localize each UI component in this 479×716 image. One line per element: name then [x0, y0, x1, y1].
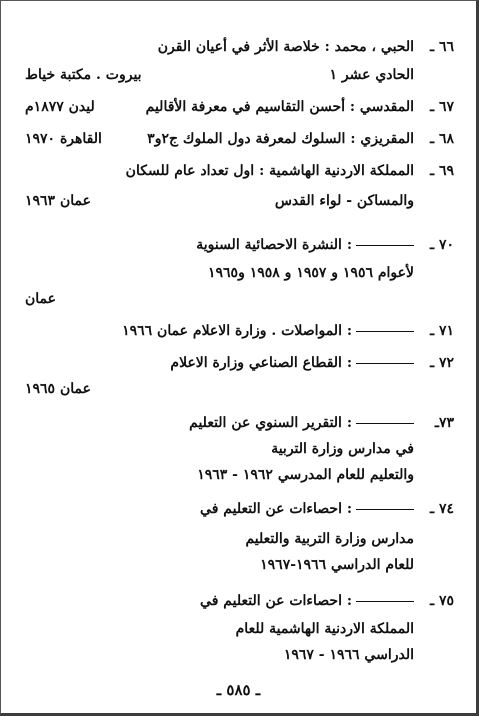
entry-line: [25, 237, 414, 259]
entry-text: الدراسي ١٩٦٦ - ١٩٦٧: [283, 647, 414, 663]
entry-line: [25, 531, 414, 553]
entry-line: [25, 441, 414, 463]
entry-number: ٦٩ ـ: [429, 163, 454, 179]
entry-line: [25, 647, 414, 669]
entry-line: [25, 557, 414, 579]
entry-line: [25, 265, 414, 287]
entry-text: الحادي عشر ١: [329, 67, 414, 83]
entry-line: [25, 99, 414, 121]
entry-text: المملكة الاردنية الهاشمية للعام: [235, 621, 414, 637]
ditto-dash: [356, 331, 414, 332]
entry-publication: عمان: [25, 291, 56, 307]
entry-line: [25, 291, 414, 313]
entry-line: [25, 193, 414, 215]
ditto-dash: [356, 509, 414, 510]
entry-text: : النشرة الاحصائية السنوية: [196, 237, 352, 253]
entry-text: في مدارس وزارة التربية: [271, 441, 414, 457]
entry-text: : القطاع الصناعي وزارة الاعلام: [170, 355, 352, 371]
entry-number: ٧٥ ـ: [429, 593, 454, 609]
entry-text: الحبي ، محمد : خلاصة الأثر في أعيان القرن: [157, 39, 414, 55]
entry-publication: بيروت . مكتبة خياط: [25, 67, 142, 83]
entry-line: [25, 621, 414, 643]
entry-number: ٦٦ ـ: [429, 39, 454, 55]
entry-number: ٧١ ـ: [429, 323, 454, 339]
entry-text: للعام الدراسي ١٩٦٦-١٩٦٧: [260, 557, 414, 573]
ditto-dash: [356, 245, 414, 246]
entry-text: والتعليم للعام المدرسي ١٩٦٢ - ١٩٦٣: [197, 467, 414, 483]
entry-line: [25, 131, 414, 153]
entry-line: [25, 355, 414, 377]
entry-number: ٧٤ ـ: [429, 501, 454, 517]
entry-text: المقدسي : أحسن التقاسيم في معرفة الأقاليم: [145, 99, 414, 115]
entry-number: ٧٢ ـ: [429, 355, 454, 371]
entry-text: : المواصلات . وزارة الاعلام عمان ١٩٦٦: [122, 323, 352, 339]
entry-line: [25, 467, 414, 489]
entry-line: [25, 501, 414, 523]
entry-text: : احصاءات عن التعليم في: [200, 501, 352, 517]
entry-line: [25, 39, 414, 61]
entry-line: [25, 593, 414, 615]
ditto-dash: [356, 363, 414, 364]
entry-text: والمساكن - لواء القدس: [274, 193, 414, 209]
page-number: ـ ٥٨٥ ـ: [216, 681, 261, 699]
entry-publication: عمان ١٩٦٥: [25, 381, 91, 397]
entry-text: لأعوام ١٩٥٦ و ١٩٥٧ و ١٩٥٨ و١٩٦٥: [208, 265, 414, 281]
entry-text: : احصاءات عن التعليم في: [200, 593, 352, 609]
entry-text: المقريزي : السلوك لمعرفة دول الملوك ج٢و٣: [147, 131, 414, 147]
entry-line: [25, 323, 414, 345]
ditto-dash: [356, 423, 414, 424]
ditto-dash: [356, 601, 414, 602]
entry-number: ٦٨ ـ: [429, 131, 454, 147]
entry-line: [25, 381, 414, 403]
entry-text: مدارس وزارة التربية والتعليم: [245, 531, 414, 547]
entry-number: ٧٠ ـ: [429, 237, 454, 253]
entry-number: ٦٧ ـ: [429, 99, 454, 115]
entry-text: : التقرير السنوي عن التعليم: [189, 415, 352, 431]
entry-line: [25, 415, 414, 437]
entry-line: [25, 67, 414, 89]
entry-line: [25, 163, 414, 185]
entry-number: ٧٣ـ: [434, 415, 454, 431]
entry-publication: القاهرة ١٩٧٠: [25, 131, 102, 147]
entry-publication: عمان ١٩٦٣: [25, 193, 91, 209]
entry-text: المملكة الاردنية الهاشمية : اول تعداد عام للسكان: [125, 163, 414, 179]
entry-publication: ليدن ١٨٧٧م: [25, 99, 95, 115]
